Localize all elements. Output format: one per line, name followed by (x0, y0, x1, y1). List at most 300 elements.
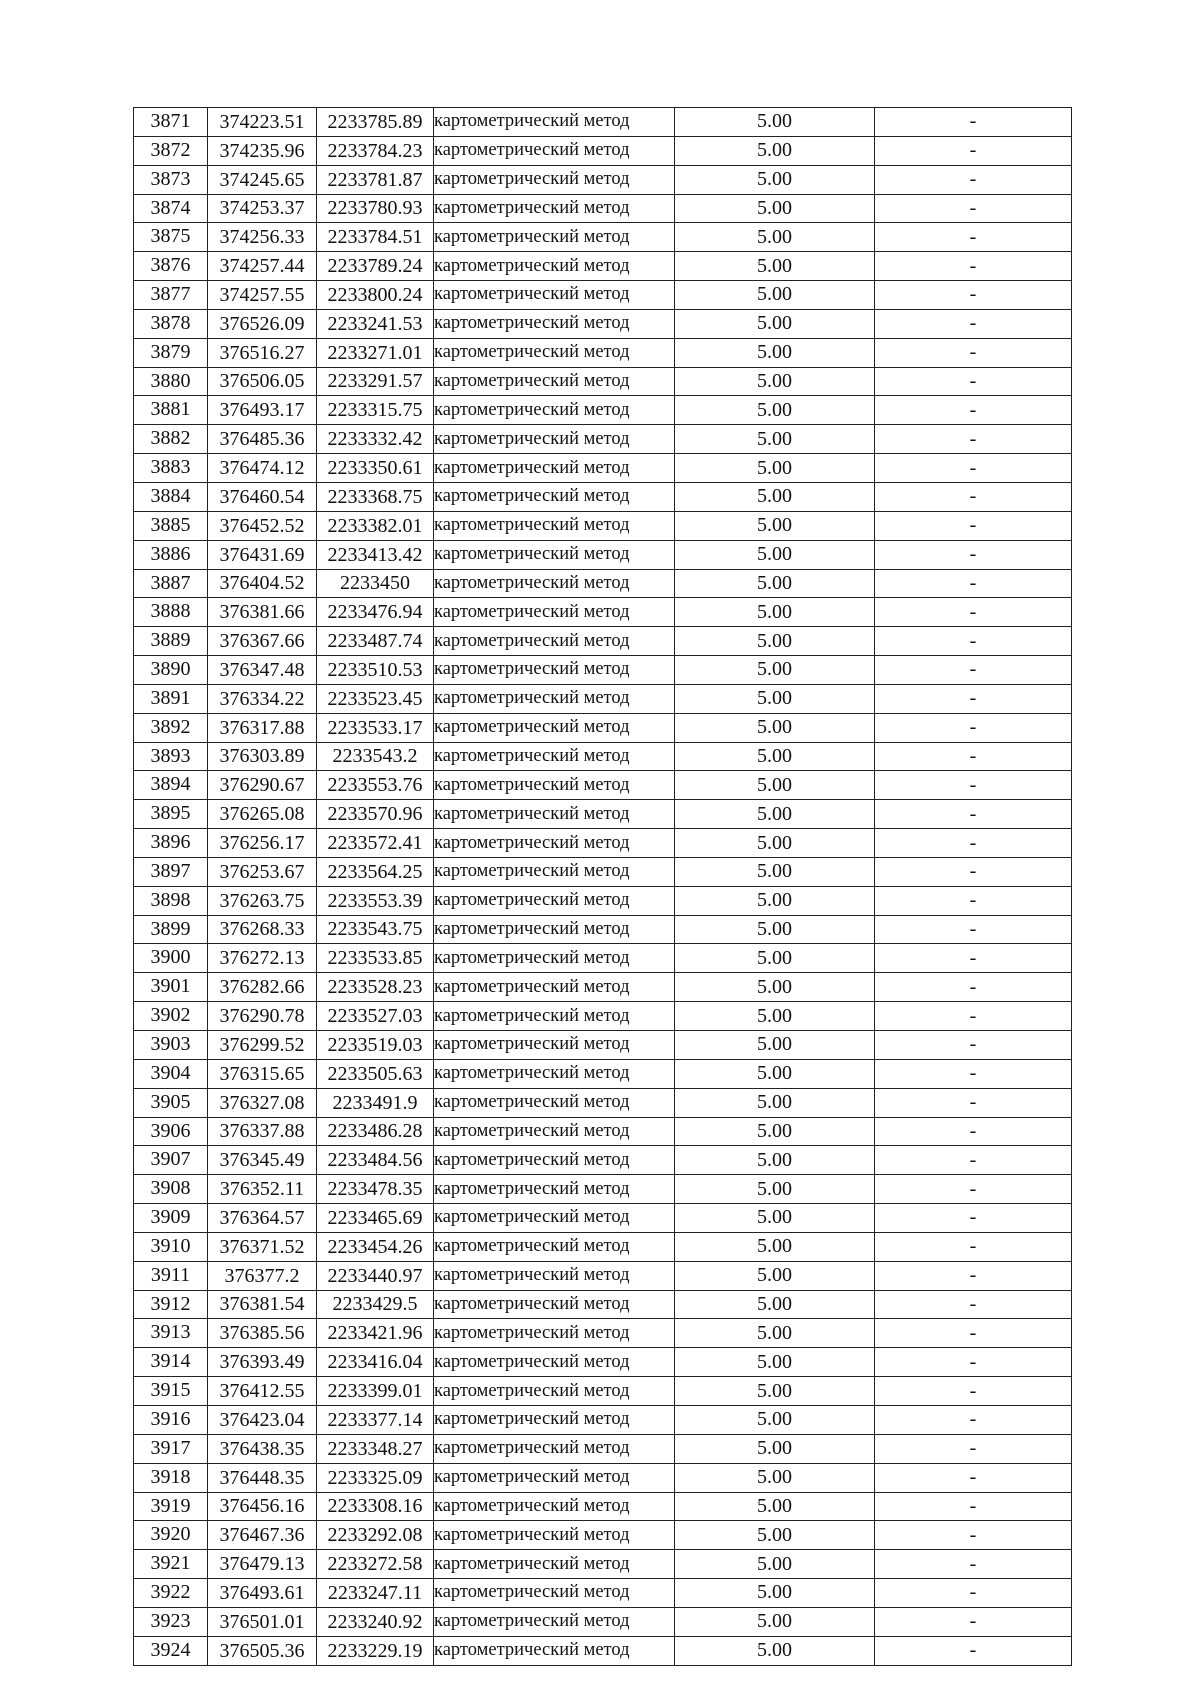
point-number-cell: 3923 (134, 1607, 208, 1636)
note-cell: - (875, 165, 1072, 194)
table-row (134, 1059, 1072, 1088)
table-row (134, 136, 1072, 165)
table-row (134, 1377, 1072, 1406)
accuracy-cell: 5.00 (675, 1146, 875, 1175)
x-coordinate-cell: 376381.54 (208, 1290, 317, 1319)
table-row (134, 1261, 1072, 1290)
table-row (134, 454, 1072, 483)
accuracy-cell: 5.00 (675, 829, 875, 858)
point-number-cell: 3907 (134, 1146, 208, 1175)
note-cell: - (875, 482, 1072, 511)
method-cell: картометрический метод (434, 1175, 675, 1204)
note-cell: - (875, 915, 1072, 944)
method-cell: картометрический метод (434, 1636, 675, 1665)
point-number-cell: 3892 (134, 713, 208, 742)
method-cell: картометрический метод (434, 1550, 675, 1579)
x-coordinate-cell: 376256.17 (208, 829, 317, 858)
x-coordinate-cell: 376493.61 (208, 1579, 317, 1608)
y-coordinate-cell: 2233491.9 (317, 1088, 434, 1117)
table-row (134, 598, 1072, 627)
note-cell: - (875, 540, 1072, 569)
x-coordinate-cell: 374257.55 (208, 281, 317, 310)
note-cell: - (875, 800, 1072, 829)
point-number-cell: 3888 (134, 598, 208, 627)
point-number-cell: 3878 (134, 309, 208, 338)
table-row (134, 1002, 1072, 1031)
y-coordinate-cell: 2233350.61 (317, 454, 434, 483)
point-number-cell: 3873 (134, 165, 208, 194)
x-coordinate-cell: 376367.66 (208, 627, 317, 656)
y-coordinate-cell: 2233785.89 (317, 108, 434, 137)
y-coordinate-cell: 2233368.75 (317, 482, 434, 511)
table-row (134, 627, 1072, 656)
table-row (134, 1579, 1072, 1608)
accuracy-cell: 5.00 (675, 482, 875, 511)
note-cell: - (875, 829, 1072, 858)
note-cell: - (875, 367, 1072, 396)
note-cell: - (875, 1146, 1072, 1175)
y-coordinate-cell: 2233382.01 (317, 511, 434, 540)
accuracy-cell: 5.00 (675, 1319, 875, 1348)
table-row (134, 309, 1072, 338)
note-cell: - (875, 108, 1072, 137)
y-coordinate-cell: 2233784.51 (317, 223, 434, 252)
point-number-cell: 3903 (134, 1031, 208, 1060)
accuracy-cell: 5.00 (675, 1550, 875, 1579)
accuracy-cell: 5.00 (675, 771, 875, 800)
point-number-cell: 3913 (134, 1319, 208, 1348)
accuracy-cell: 5.00 (675, 800, 875, 829)
table-row (134, 1405, 1072, 1434)
accuracy-cell: 5.00 (675, 252, 875, 281)
point-number-cell: 3898 (134, 886, 208, 915)
table-row (134, 482, 1072, 511)
method-cell: картометрический метод (434, 1607, 675, 1636)
y-coordinate-cell: 2233505.63 (317, 1059, 434, 1088)
point-number-cell: 3902 (134, 1002, 208, 1031)
y-coordinate-cell: 2233553.76 (317, 771, 434, 800)
note-cell: - (875, 1175, 1072, 1204)
note-cell: - (875, 684, 1072, 713)
table-row (134, 886, 1072, 915)
y-coordinate-cell: 2233478.35 (317, 1175, 434, 1204)
method-cell: картометрический метод (434, 771, 675, 800)
y-coordinate-cell: 2233399.01 (317, 1377, 434, 1406)
table-row (134, 165, 1072, 194)
y-coordinate-cell: 2233247.11 (317, 1579, 434, 1608)
x-coordinate-cell: 376327.08 (208, 1088, 317, 1117)
x-coordinate-cell: 376412.55 (208, 1377, 317, 1406)
x-coordinate-cell: 376290.67 (208, 771, 317, 800)
accuracy-cell: 5.00 (675, 944, 875, 973)
point-number-cell: 3879 (134, 338, 208, 367)
note-cell: - (875, 598, 1072, 627)
y-coordinate-cell: 2233510.53 (317, 656, 434, 685)
method-cell: картометрический метод (434, 338, 675, 367)
table-row (134, 771, 1072, 800)
y-coordinate-cell: 2233533.85 (317, 944, 434, 973)
note-cell: - (875, 1492, 1072, 1521)
method-cell: картометрический метод (434, 627, 675, 656)
method-cell: картометрический метод (434, 165, 675, 194)
accuracy-cell: 5.00 (675, 1117, 875, 1146)
note-cell: - (875, 1261, 1072, 1290)
y-coordinate-cell: 2233291.57 (317, 367, 434, 396)
point-number-cell: 3877 (134, 281, 208, 310)
x-coordinate-cell: 374256.33 (208, 223, 317, 252)
x-coordinate-cell: 376452.52 (208, 511, 317, 540)
table-row (134, 1607, 1072, 1636)
x-coordinate-cell: 376501.01 (208, 1607, 317, 1636)
x-coordinate-cell: 376431.69 (208, 540, 317, 569)
y-coordinate-cell: 2233800.24 (317, 281, 434, 310)
x-coordinate-cell: 376282.66 (208, 973, 317, 1002)
table-row (134, 223, 1072, 252)
point-number-cell: 3893 (134, 742, 208, 771)
method-cell: картометрический метод (434, 1232, 675, 1261)
y-coordinate-cell: 2233519.03 (317, 1031, 434, 1060)
x-coordinate-cell: 376334.22 (208, 684, 317, 713)
accuracy-cell: 5.00 (675, 1261, 875, 1290)
table-row (134, 569, 1072, 598)
table-row (134, 857, 1072, 886)
method-cell: картометрический метод (434, 829, 675, 858)
method-cell: картометрический метод (434, 713, 675, 742)
x-coordinate-cell: 376299.52 (208, 1031, 317, 1060)
accuracy-cell: 5.00 (675, 1290, 875, 1319)
point-number-cell: 3915 (134, 1377, 208, 1406)
note-cell: - (875, 1088, 1072, 1117)
table-row (134, 973, 1072, 1002)
accuracy-cell: 5.00 (675, 627, 875, 656)
table-row (134, 915, 1072, 944)
note-cell: - (875, 194, 1072, 223)
y-coordinate-cell: 2233781.87 (317, 165, 434, 194)
y-coordinate-cell: 2233543.2 (317, 742, 434, 771)
note-cell: - (875, 771, 1072, 800)
method-cell: картометрический метод (434, 252, 675, 281)
table-row (134, 1232, 1072, 1261)
note-cell: - (875, 1319, 1072, 1348)
accuracy-cell: 5.00 (675, 1175, 875, 1204)
table-row (134, 1550, 1072, 1579)
method-cell: картометрический метод (434, 454, 675, 483)
accuracy-cell: 5.00 (675, 540, 875, 569)
y-coordinate-cell: 2233421.96 (317, 1319, 434, 1348)
point-number-cell: 3901 (134, 973, 208, 1002)
accuracy-cell: 5.00 (675, 886, 875, 915)
point-number-cell: 3881 (134, 396, 208, 425)
table-row (134, 540, 1072, 569)
point-number-cell: 3910 (134, 1232, 208, 1261)
method-cell: картометрический метод (434, 886, 675, 915)
note-cell: - (875, 136, 1072, 165)
table-row (134, 742, 1072, 771)
y-coordinate-cell: 2233780.93 (317, 194, 434, 223)
x-coordinate-cell: 376352.11 (208, 1175, 317, 1204)
x-coordinate-cell: 376526.09 (208, 309, 317, 338)
method-cell: картометрический метод (434, 223, 675, 252)
method-cell: картометрический метод (434, 108, 675, 137)
point-number-cell: 3887 (134, 569, 208, 598)
accuracy-cell: 5.00 (675, 165, 875, 194)
note-cell: - (875, 511, 1072, 540)
y-coordinate-cell: 2233315.75 (317, 396, 434, 425)
table-row (134, 713, 1072, 742)
method-cell: картометрический метод (434, 1146, 675, 1175)
y-coordinate-cell: 2233543.75 (317, 915, 434, 944)
x-coordinate-cell: 376506.05 (208, 367, 317, 396)
point-number-cell: 3904 (134, 1059, 208, 1088)
note-cell: - (875, 1463, 1072, 1492)
y-coordinate-cell: 2233377.14 (317, 1405, 434, 1434)
x-coordinate-cell: 374235.96 (208, 136, 317, 165)
y-coordinate-cell: 2233570.96 (317, 800, 434, 829)
method-cell: картометрический метод (434, 1492, 675, 1521)
point-number-cell: 3908 (134, 1175, 208, 1204)
x-coordinate-cell: 376364.57 (208, 1204, 317, 1233)
method-cell: картометрический метод (434, 540, 675, 569)
accuracy-cell: 5.00 (675, 1031, 875, 1060)
y-coordinate-cell: 2233784.23 (317, 136, 434, 165)
note-cell: - (875, 742, 1072, 771)
note-cell: - (875, 1434, 1072, 1463)
point-number-cell: 3891 (134, 684, 208, 713)
note-cell: - (875, 1204, 1072, 1233)
table-row (134, 281, 1072, 310)
method-cell: картометрический метод (434, 973, 675, 1002)
note-cell: - (875, 569, 1072, 598)
accuracy-cell: 5.00 (675, 1059, 875, 1088)
x-coordinate-cell: 376272.13 (208, 944, 317, 973)
accuracy-cell: 5.00 (675, 742, 875, 771)
accuracy-cell: 5.00 (675, 309, 875, 338)
x-coordinate-cell: 376265.08 (208, 800, 317, 829)
accuracy-cell: 5.00 (675, 1002, 875, 1031)
x-coordinate-cell: 376347.48 (208, 656, 317, 685)
method-cell: картометрический метод (434, 1405, 675, 1434)
note-cell: - (875, 1377, 1072, 1406)
accuracy-cell: 5.00 (675, 1088, 875, 1117)
note-cell: - (875, 309, 1072, 338)
accuracy-cell: 5.00 (675, 1434, 875, 1463)
method-cell: картометрический метод (434, 800, 675, 829)
note-cell: - (875, 1002, 1072, 1031)
method-cell: картометрический метод (434, 1002, 675, 1031)
note-cell: - (875, 1117, 1072, 1146)
point-number-cell: 3872 (134, 136, 208, 165)
method-cell: картометрический метод (434, 915, 675, 944)
method-cell: картометрический метод (434, 396, 675, 425)
y-coordinate-cell: 2233416.04 (317, 1348, 434, 1377)
x-coordinate-cell: 376290.78 (208, 1002, 317, 1031)
point-number-cell: 3900 (134, 944, 208, 973)
table-row (134, 1463, 1072, 1492)
y-coordinate-cell: 2233450 (317, 569, 434, 598)
accuracy-cell: 5.00 (675, 656, 875, 685)
accuracy-cell: 5.00 (675, 1492, 875, 1521)
method-cell: картометрический метод (434, 1261, 675, 1290)
note-cell: - (875, 338, 1072, 367)
y-coordinate-cell: 2233413.42 (317, 540, 434, 569)
table-row (134, 367, 1072, 396)
coordinates-table (133, 107, 1072, 1666)
point-number-cell: 3921 (134, 1550, 208, 1579)
y-coordinate-cell: 2233308.16 (317, 1492, 434, 1521)
table-row (134, 800, 1072, 829)
table-row (134, 1521, 1072, 1550)
method-cell: картометрический метод (434, 1031, 675, 1060)
y-coordinate-cell: 2233533.17 (317, 713, 434, 742)
method-cell: картометрический метод (434, 1290, 675, 1319)
method-cell: картометрический метод (434, 944, 675, 973)
y-coordinate-cell: 2233572.41 (317, 829, 434, 858)
point-number-cell: 3909 (134, 1204, 208, 1233)
coordinates-table-body (134, 108, 1072, 1666)
table-row (134, 396, 1072, 425)
y-coordinate-cell: 2233332.42 (317, 425, 434, 454)
x-coordinate-cell: 376474.12 (208, 454, 317, 483)
y-coordinate-cell: 2233465.69 (317, 1204, 434, 1233)
method-cell: картометрический метод (434, 1521, 675, 1550)
point-number-cell: 3885 (134, 511, 208, 540)
y-coordinate-cell: 2233476.94 (317, 598, 434, 627)
note-cell: - (875, 1059, 1072, 1088)
note-cell: - (875, 627, 1072, 656)
point-number-cell: 3871 (134, 108, 208, 137)
point-number-cell: 3874 (134, 194, 208, 223)
x-coordinate-cell: 376303.89 (208, 742, 317, 771)
point-number-cell: 3914 (134, 1348, 208, 1377)
point-number-cell: 3876 (134, 252, 208, 281)
y-coordinate-cell: 2233484.56 (317, 1146, 434, 1175)
method-cell: картометрический метод (434, 1463, 675, 1492)
x-coordinate-cell: 376253.67 (208, 857, 317, 886)
note-cell: - (875, 1521, 1072, 1550)
point-number-cell: 3895 (134, 800, 208, 829)
x-coordinate-cell: 376385.56 (208, 1319, 317, 1348)
x-coordinate-cell: 376317.88 (208, 713, 317, 742)
accuracy-cell: 5.00 (675, 1636, 875, 1665)
method-cell: картометрический метод (434, 367, 675, 396)
x-coordinate-cell: 376315.65 (208, 1059, 317, 1088)
method-cell: картометрический метод (434, 511, 675, 540)
accuracy-cell: 5.00 (675, 1607, 875, 1636)
table-row (134, 1434, 1072, 1463)
method-cell: картометрический метод (434, 1348, 675, 1377)
table-row (134, 1204, 1072, 1233)
y-coordinate-cell: 2233553.39 (317, 886, 434, 915)
accuracy-cell: 5.00 (675, 569, 875, 598)
x-coordinate-cell: 376381.66 (208, 598, 317, 627)
point-number-cell: 3906 (134, 1117, 208, 1146)
x-coordinate-cell: 376505.36 (208, 1636, 317, 1665)
note-cell: - (875, 1607, 1072, 1636)
note-cell: - (875, 944, 1072, 973)
method-cell: картометрический метод (434, 1088, 675, 1117)
x-coordinate-cell: 376371.52 (208, 1232, 317, 1261)
accuracy-cell: 5.00 (675, 367, 875, 396)
table-row (134, 338, 1072, 367)
point-number-cell: 3883 (134, 454, 208, 483)
table-row (134, 944, 1072, 973)
point-number-cell: 3890 (134, 656, 208, 685)
accuracy-cell: 5.00 (675, 684, 875, 713)
accuracy-cell: 5.00 (675, 1463, 875, 1492)
note-cell: - (875, 1550, 1072, 1579)
note-cell: - (875, 1636, 1072, 1665)
table-row (134, 1492, 1072, 1521)
table-row (134, 1290, 1072, 1319)
x-coordinate-cell: 374223.51 (208, 108, 317, 137)
note-cell: - (875, 1031, 1072, 1060)
method-cell: картометрический метод (434, 1579, 675, 1608)
note-cell: - (875, 973, 1072, 1002)
note-cell: - (875, 252, 1072, 281)
y-coordinate-cell: 2233487.74 (317, 627, 434, 656)
x-coordinate-cell: 376423.04 (208, 1405, 317, 1434)
table-row (134, 1031, 1072, 1060)
y-coordinate-cell: 2233272.58 (317, 1550, 434, 1579)
table-row (134, 511, 1072, 540)
method-cell: картометрический метод (434, 656, 675, 685)
point-number-cell: 3905 (134, 1088, 208, 1117)
note-cell: - (875, 1290, 1072, 1319)
note-cell: - (875, 656, 1072, 685)
x-coordinate-cell: 374257.44 (208, 252, 317, 281)
accuracy-cell: 5.00 (675, 598, 875, 627)
table-row (134, 1175, 1072, 1204)
method-cell: картометрический метод (434, 425, 675, 454)
note-cell: - (875, 1232, 1072, 1261)
note-cell: - (875, 223, 1072, 252)
method-cell: картометрический метод (434, 1117, 675, 1146)
point-number-cell: 3884 (134, 482, 208, 511)
point-number-cell: 3919 (134, 1492, 208, 1521)
y-coordinate-cell: 2233527.03 (317, 1002, 434, 1031)
x-coordinate-cell: 376460.54 (208, 482, 317, 511)
x-coordinate-cell: 376456.16 (208, 1492, 317, 1521)
method-cell: картометрический метод (434, 1319, 675, 1348)
x-coordinate-cell: 376485.36 (208, 425, 317, 454)
accuracy-cell: 5.00 (675, 108, 875, 137)
accuracy-cell: 5.00 (675, 1521, 875, 1550)
accuracy-cell: 5.00 (675, 1405, 875, 1434)
table-row (134, 656, 1072, 685)
point-number-cell: 3880 (134, 367, 208, 396)
point-number-cell: 3875 (134, 223, 208, 252)
method-cell: картометрический метод (434, 1434, 675, 1463)
y-coordinate-cell: 2233348.27 (317, 1434, 434, 1463)
table-row (134, 1117, 1072, 1146)
note-cell: - (875, 886, 1072, 915)
accuracy-cell: 5.00 (675, 338, 875, 367)
point-number-cell: 3897 (134, 857, 208, 886)
note-cell: - (875, 1405, 1072, 1434)
point-number-cell: 3882 (134, 425, 208, 454)
x-coordinate-cell: 376516.27 (208, 338, 317, 367)
y-coordinate-cell: 2233229.19 (317, 1636, 434, 1665)
note-cell: - (875, 1579, 1072, 1608)
y-coordinate-cell: 2233271.01 (317, 338, 434, 367)
accuracy-cell: 5.00 (675, 511, 875, 540)
x-coordinate-cell: 376345.49 (208, 1146, 317, 1175)
point-number-cell: 3911 (134, 1261, 208, 1290)
accuracy-cell: 5.00 (675, 713, 875, 742)
method-cell: картометрический метод (434, 1204, 675, 1233)
y-coordinate-cell: 2233528.23 (317, 973, 434, 1002)
accuracy-cell: 5.00 (675, 1579, 875, 1608)
